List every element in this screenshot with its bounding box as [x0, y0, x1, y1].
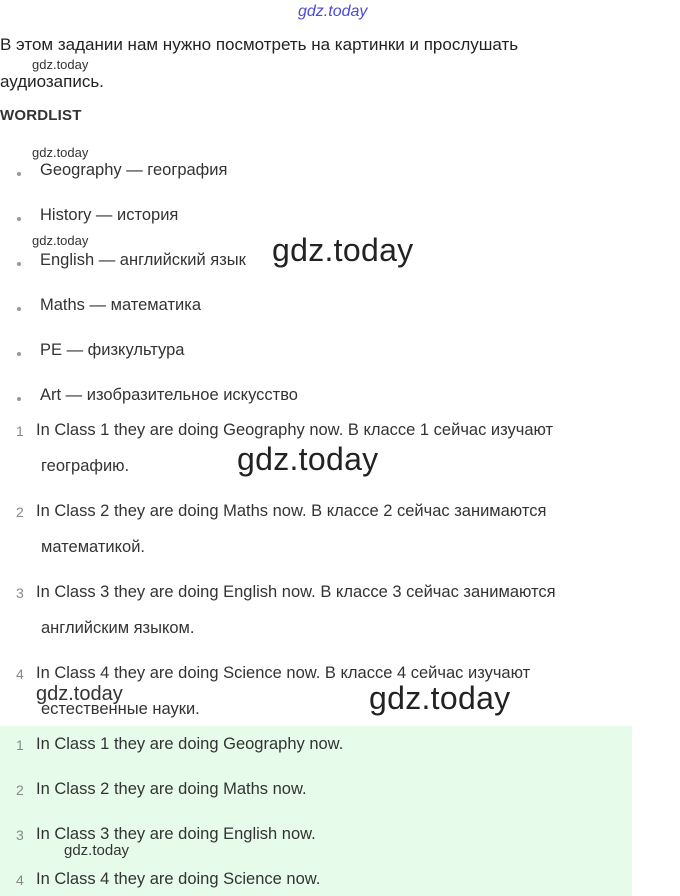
watermark-small: gdz.today: [32, 145, 89, 160]
answer-line: In Class 2 they are doing Maths now.: [36, 780, 307, 798]
wordlist-item: PE — физкультура: [40, 341, 185, 359]
bullet-dot: [17, 262, 21, 266]
wordlist-item: Art — изобразительное искусство: [40, 386, 298, 404]
item-number: 1: [16, 423, 24, 439]
wordlist-item: Maths — математика: [40, 296, 201, 314]
translation-line: In Class 2 they are doing Maths now. В классе 2 сейчас занимаются: [36, 502, 547, 520]
translation-line: In Class 3 they are doing English now. В классе 3 сейчас занимаются: [36, 583, 556, 601]
wordlist-item: English — английский язык: [40, 251, 246, 269]
answer-line: In Class 3 they are doing English now.: [36, 825, 316, 843]
item-number: 3: [16, 827, 24, 843]
answer-line: In Class 4 they are doing Science now.: [36, 870, 321, 888]
bullet-dot: [17, 397, 21, 401]
item-number: 4: [16, 872, 24, 888]
watermark-big: gdz.today: [369, 680, 511, 716]
bullet-dot: [17, 352, 21, 356]
item-number: 2: [16, 504, 24, 520]
watermark-big: gdz.today: [237, 441, 379, 477]
item-number: 3: [16, 585, 24, 601]
item-number: 4: [16, 666, 24, 682]
wordlist-item: Geography — география: [40, 161, 228, 179]
bullet-dot: [17, 307, 21, 311]
watermark-big: gdz.today: [272, 232, 414, 268]
watermark-small: gdz.today: [32, 233, 89, 248]
watermark-small: gdz.today: [64, 842, 130, 859]
intro-line-1: В этом задании нам нужно посмотреть на картинки и прослушать: [0, 35, 519, 54]
wordlist-heading: WORDLIST: [0, 107, 82, 124]
watermark-small: gdz.today: [32, 57, 89, 72]
translation-line: английским языком.: [41, 619, 195, 637]
intro-line-2: аудиозапись.: [0, 72, 104, 91]
translation-line: географию.: [41, 457, 130, 475]
answer-line: In Class 1 they are doing Geography now.: [36, 735, 344, 753]
item-number: 1: [16, 737, 24, 753]
translation-line: естественные науки.: [41, 700, 200, 718]
translation-line: математикой.: [41, 538, 146, 556]
watermark-top: gdz.today: [298, 3, 368, 20]
translation-line: In Class 4 they are doing Science now. В классе 4 сейчас изучают: [36, 664, 531, 682]
bullet-dot: [17, 172, 21, 176]
bullet-dot: [17, 217, 21, 221]
watermark-medium: gdz.today: [36, 683, 123, 705]
item-number: 2: [16, 782, 24, 798]
wordlist-item: History — история: [40, 206, 179, 224]
translation-line: In Class 1 they are doing Geography now. В классе 1 сейчас изучают: [36, 421, 554, 439]
